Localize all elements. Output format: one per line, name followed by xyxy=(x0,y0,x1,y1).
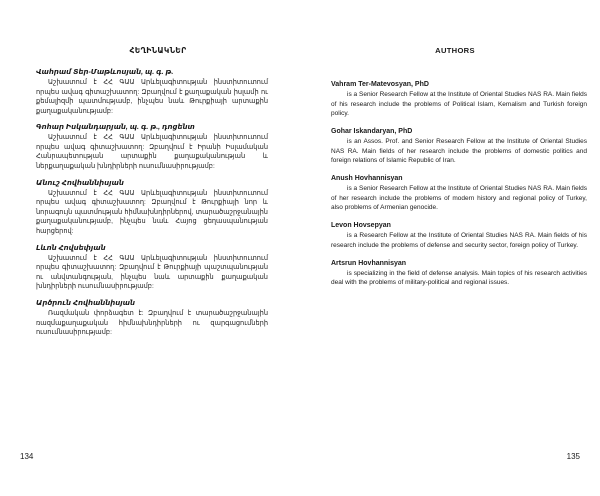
author-entry xyxy=(331,80,587,119)
author-bio: Ռազմական փորձագետ է: Զբաղվում է տարածաշրջանային ռազմաքաղաքական հիմնախնդիրների ու զարգացումների ուսումնասիրությամբ: xyxy=(36,310,268,337)
left-page xyxy=(0,0,290,496)
author-entry xyxy=(36,299,268,338)
author-entry xyxy=(331,259,587,288)
author-name: Vahram Ter-Matevosyan, PhD xyxy=(331,81,429,88)
author-name: Artsrun Hovhannisyan xyxy=(331,259,407,267)
author-entry xyxy=(331,127,587,166)
author-list xyxy=(331,80,587,296)
author-name: Anush Hovhannisyan xyxy=(331,175,403,183)
author-bio: Աշխատում է ՀՀ ԳԱԱ Արևելագիտության ինստիտուտում որպես ավագ գիտաշխատող: Զբաղվում է Թուրքիայի նոր և նորագույն պատմության հիմնախնդիրներով, տարածաշրջանային քաղաքականությամբ, ինչպես նաև Հայոց ցեղասպանության հարցերով: xyxy=(36,189,268,235)
author-entry xyxy=(36,244,268,292)
author-entry xyxy=(331,221,587,250)
page-number: 135 xyxy=(566,452,580,461)
author-name: Levon Hovsepyan xyxy=(331,222,391,230)
author-bio: is a Senior Research Fellow at the Institute of Oriental Studies NAS RA. Main fields of her research include the problems of modern history and regional policy of Turkey, also problems of Armenian genocide. xyxy=(331,185,587,212)
author-name: Գոհար Իսկանդարյան, պ. գ. թ., դոցենտ xyxy=(36,124,195,132)
right-page xyxy=(300,0,600,496)
author-name: Արծրուն Հովհաննիսյան xyxy=(36,300,135,308)
author-list xyxy=(36,68,268,345)
author-name: Լևոն Հովսեփյան xyxy=(36,244,106,252)
page-title: AUTHORS xyxy=(435,46,475,55)
author-entry xyxy=(36,123,268,171)
author-entry xyxy=(36,179,268,237)
page-title: ՀԵՂԻՆԱԿՆԵՐ xyxy=(129,46,187,55)
author-bio: Աշխատում է ՀՀ ԳԱԱ Արևելագիտության ինստիտուտում որպես ավագ գիտաշխատող: Զբաղվում է քաղաքական իսլամի ու քեմալիզմի պատմությամբ, ինչպես նաև Թուրքիայի արտաքին քաղաքականությամբ: xyxy=(36,79,268,115)
author-entry xyxy=(331,174,587,213)
author-bio: is a Senior Research Fellow at the Institute of Oriental Studies NAS RA. Main fields of his research include the problems of Political Islam, Kemalism and Turkish foreign policy. xyxy=(331,91,587,118)
author-bio: is a Research Fellow at the Institute of Oriental Studies NAS RA. Main fields of his research include the problems of defense and security sector, foreign policy of Turkey. xyxy=(331,232,587,249)
author-bio: Աշխատում է ՀՀ ԳԱԱ Արևելագիտության ինստիտուտում որպես ավագ գիտաշխատող: Զբաղվում է Իրանի Իսլամական Հանրապետության արտաքին քաղաքականության և ներքաղաքական խնդիրների ուսումնասիրությամբ: xyxy=(36,134,268,170)
author-name: Վահրամ Տեր-Մաթևոսյան, պ. գ. թ. xyxy=(36,69,174,76)
page-number: 134 xyxy=(20,452,34,461)
author-entry xyxy=(36,68,268,116)
author-bio: is specializing in the field of defense analysis. Main topics of his research activities deal with the problems of military-political and regional issues. xyxy=(331,269,587,287)
author-name: Gohar Iskandaryan, PhD xyxy=(331,128,413,136)
author-bio: Աշխատում է ՀՀ ԳԱԱ Արևելագիտության ինստիտուտում որպես գիտաշխատող: Զբաղվում է Թուրքիայի պաշտպանության ու անվտանգության, ինչպես նաև արտաքին քաղաքական խնդիրների ուսումնասիրությամբ: xyxy=(36,254,268,291)
author-bio: is an Assos. Prof. and Senior Research Fellow at the Institute of Oriental Studies NAS RA. Main fields of her research include the problems of domestic politics and foreign relations of Islamic Republic of Iran. xyxy=(331,138,587,165)
author-name: Անուշ Հովհաննիսյան xyxy=(36,179,124,187)
